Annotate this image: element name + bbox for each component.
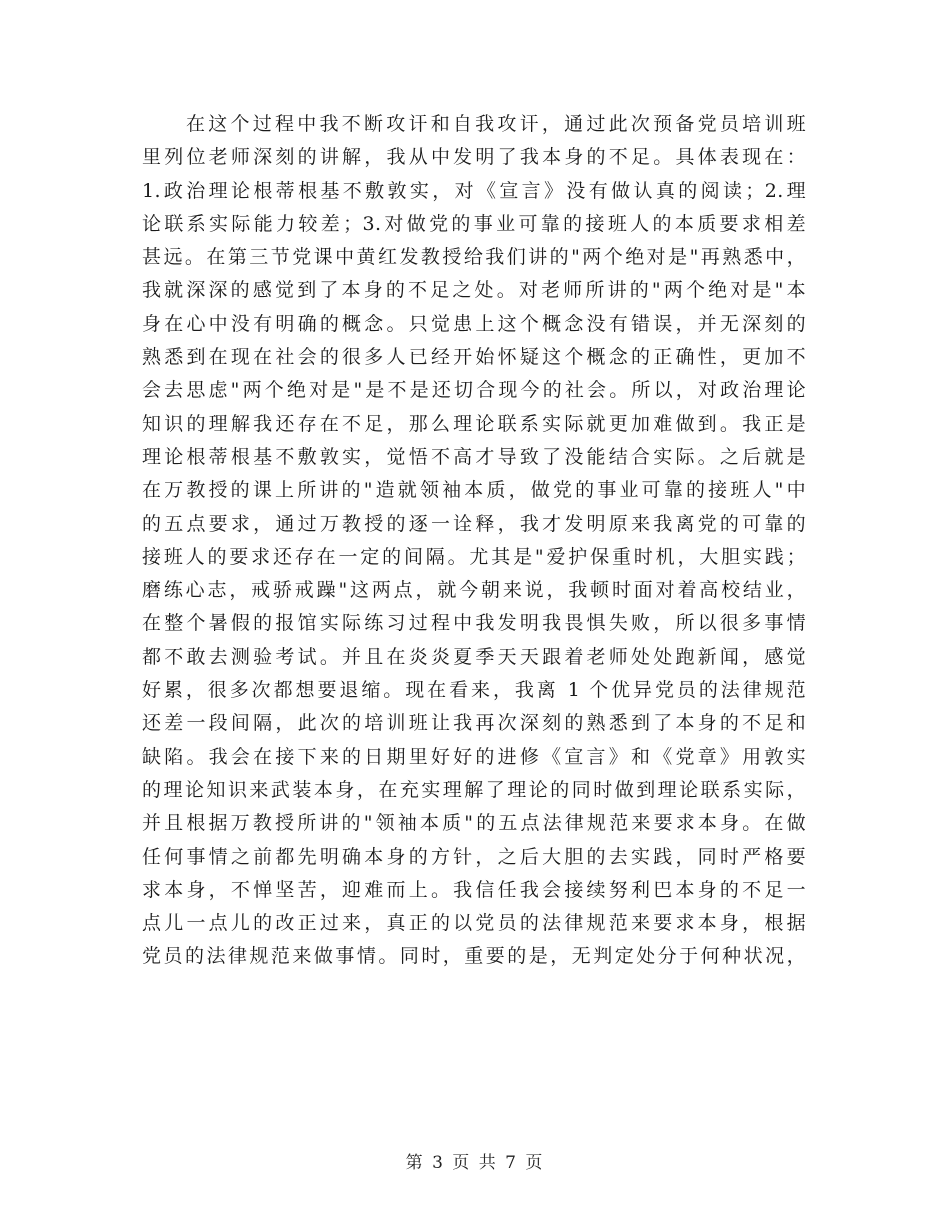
- text-line: 接班人的要求还存在一定的间隔。尤其是"爱护保重时机，大胆实践；: [142, 545, 806, 568]
- body-paragraph: [142, 108, 806, 974]
- text-line: 党员的法律规范来做事情。同时，重要的是，无判定处分于何种状况，: [142, 945, 806, 968]
- text-line: 并且根据万教授所讲的"领袖本质"的五点法律规范来要求本身。在做: [142, 812, 806, 835]
- text-line: 知识的理解我还存在不足，那么理论联系实际就更加难做到。我正是: [142, 412, 806, 435]
- page-number-footer: 第 3 页 共 7 页: [405, 1153, 545, 1173]
- text-line: 还差一段间隔，此次的培训班让我再次深刻的熟悉到了本身的不足和: [142, 712, 806, 735]
- text-line: 的五点要求，通过万教授的逐一诠释，我才发明原来我离党的可靠的: [142, 512, 806, 535]
- text-line: 好累，很多次都想要退缩。现在看来，我离 1 个优异党员的法律规范: [142, 679, 806, 702]
- text-line: 1.政治理论根蒂根基不敷敦实，对《宣言》没有做认真的阅读；2.理: [142, 179, 806, 202]
- text-line: 论联系实际能力较差；3.对做党的事业可靠的接班人的本质要求相差: [142, 212, 806, 235]
- text-line: 里列位老师深刻的讲解，我从中发明了我本身的不足。具体表现在：: [142, 146, 806, 169]
- text-line: 缺陷。我会在接下来的日期里好好的进修《宣言》和《党章》用敦实: [142, 745, 806, 768]
- text-line: 都不敢去测验考试。并且在炎炎夏季天天跟着老师处处跑新闻，感觉: [142, 645, 806, 668]
- text-line: 任何事情之前都先明确本身的方针，之后大胆的去实践，同时严格要: [142, 845, 806, 868]
- text-line: 在这个过程中我不断攻讦和自我攻讦，通过此次预备党员培训班: [186, 113, 806, 135]
- text-line: 理论根蒂根基不敷敦实，觉悟不高才导致了没能结合实际。之后就是: [142, 445, 806, 468]
- text-line: 在万教授的课上所讲的"造就领袖本质，做党的事业可靠的接班人"中: [142, 479, 806, 502]
- text-line: 甚远。在第三节党课中黄红发教授给我们讲的"两个绝对是"再熟悉中，: [142, 246, 806, 269]
- text-line: 磨练心志，戒骄戒躁"这两点，就今朝来说，我顿时面对着高校结业，: [142, 579, 806, 602]
- text-line: 的理论知识来武装本身，在充实理解了理论的同时做到理论联系实际，: [142, 778, 806, 801]
- text-line: 身在心中没有明确的概念。只觉患上这个概念没有错误，并无深刻的: [142, 312, 806, 335]
- text-line: 会去思虑"两个绝对是"是不是还切合现今的社会。所以，对政治理论: [142, 379, 806, 402]
- text-line: 求本身，不惮坚苦，迎难而上。我信任我会接续努利巴本身的不足一: [142, 878, 806, 901]
- text-line: 点儿一点儿的改正过来，真正的以党员的法律规范来要求本身，根据: [142, 912, 806, 935]
- text-line: 熟悉到在现在社会的很多人已经开始怀疑这个概念的正确性，更加不: [142, 346, 806, 369]
- text-line: 我就深深的感觉到了本身的不足之处。对老师所讲的"两个绝对是"本: [142, 279, 806, 302]
- text-line: 在整个暑假的报馆实际练习过程中我发明我畏惧失败，所以很多事情: [142, 612, 806, 635]
